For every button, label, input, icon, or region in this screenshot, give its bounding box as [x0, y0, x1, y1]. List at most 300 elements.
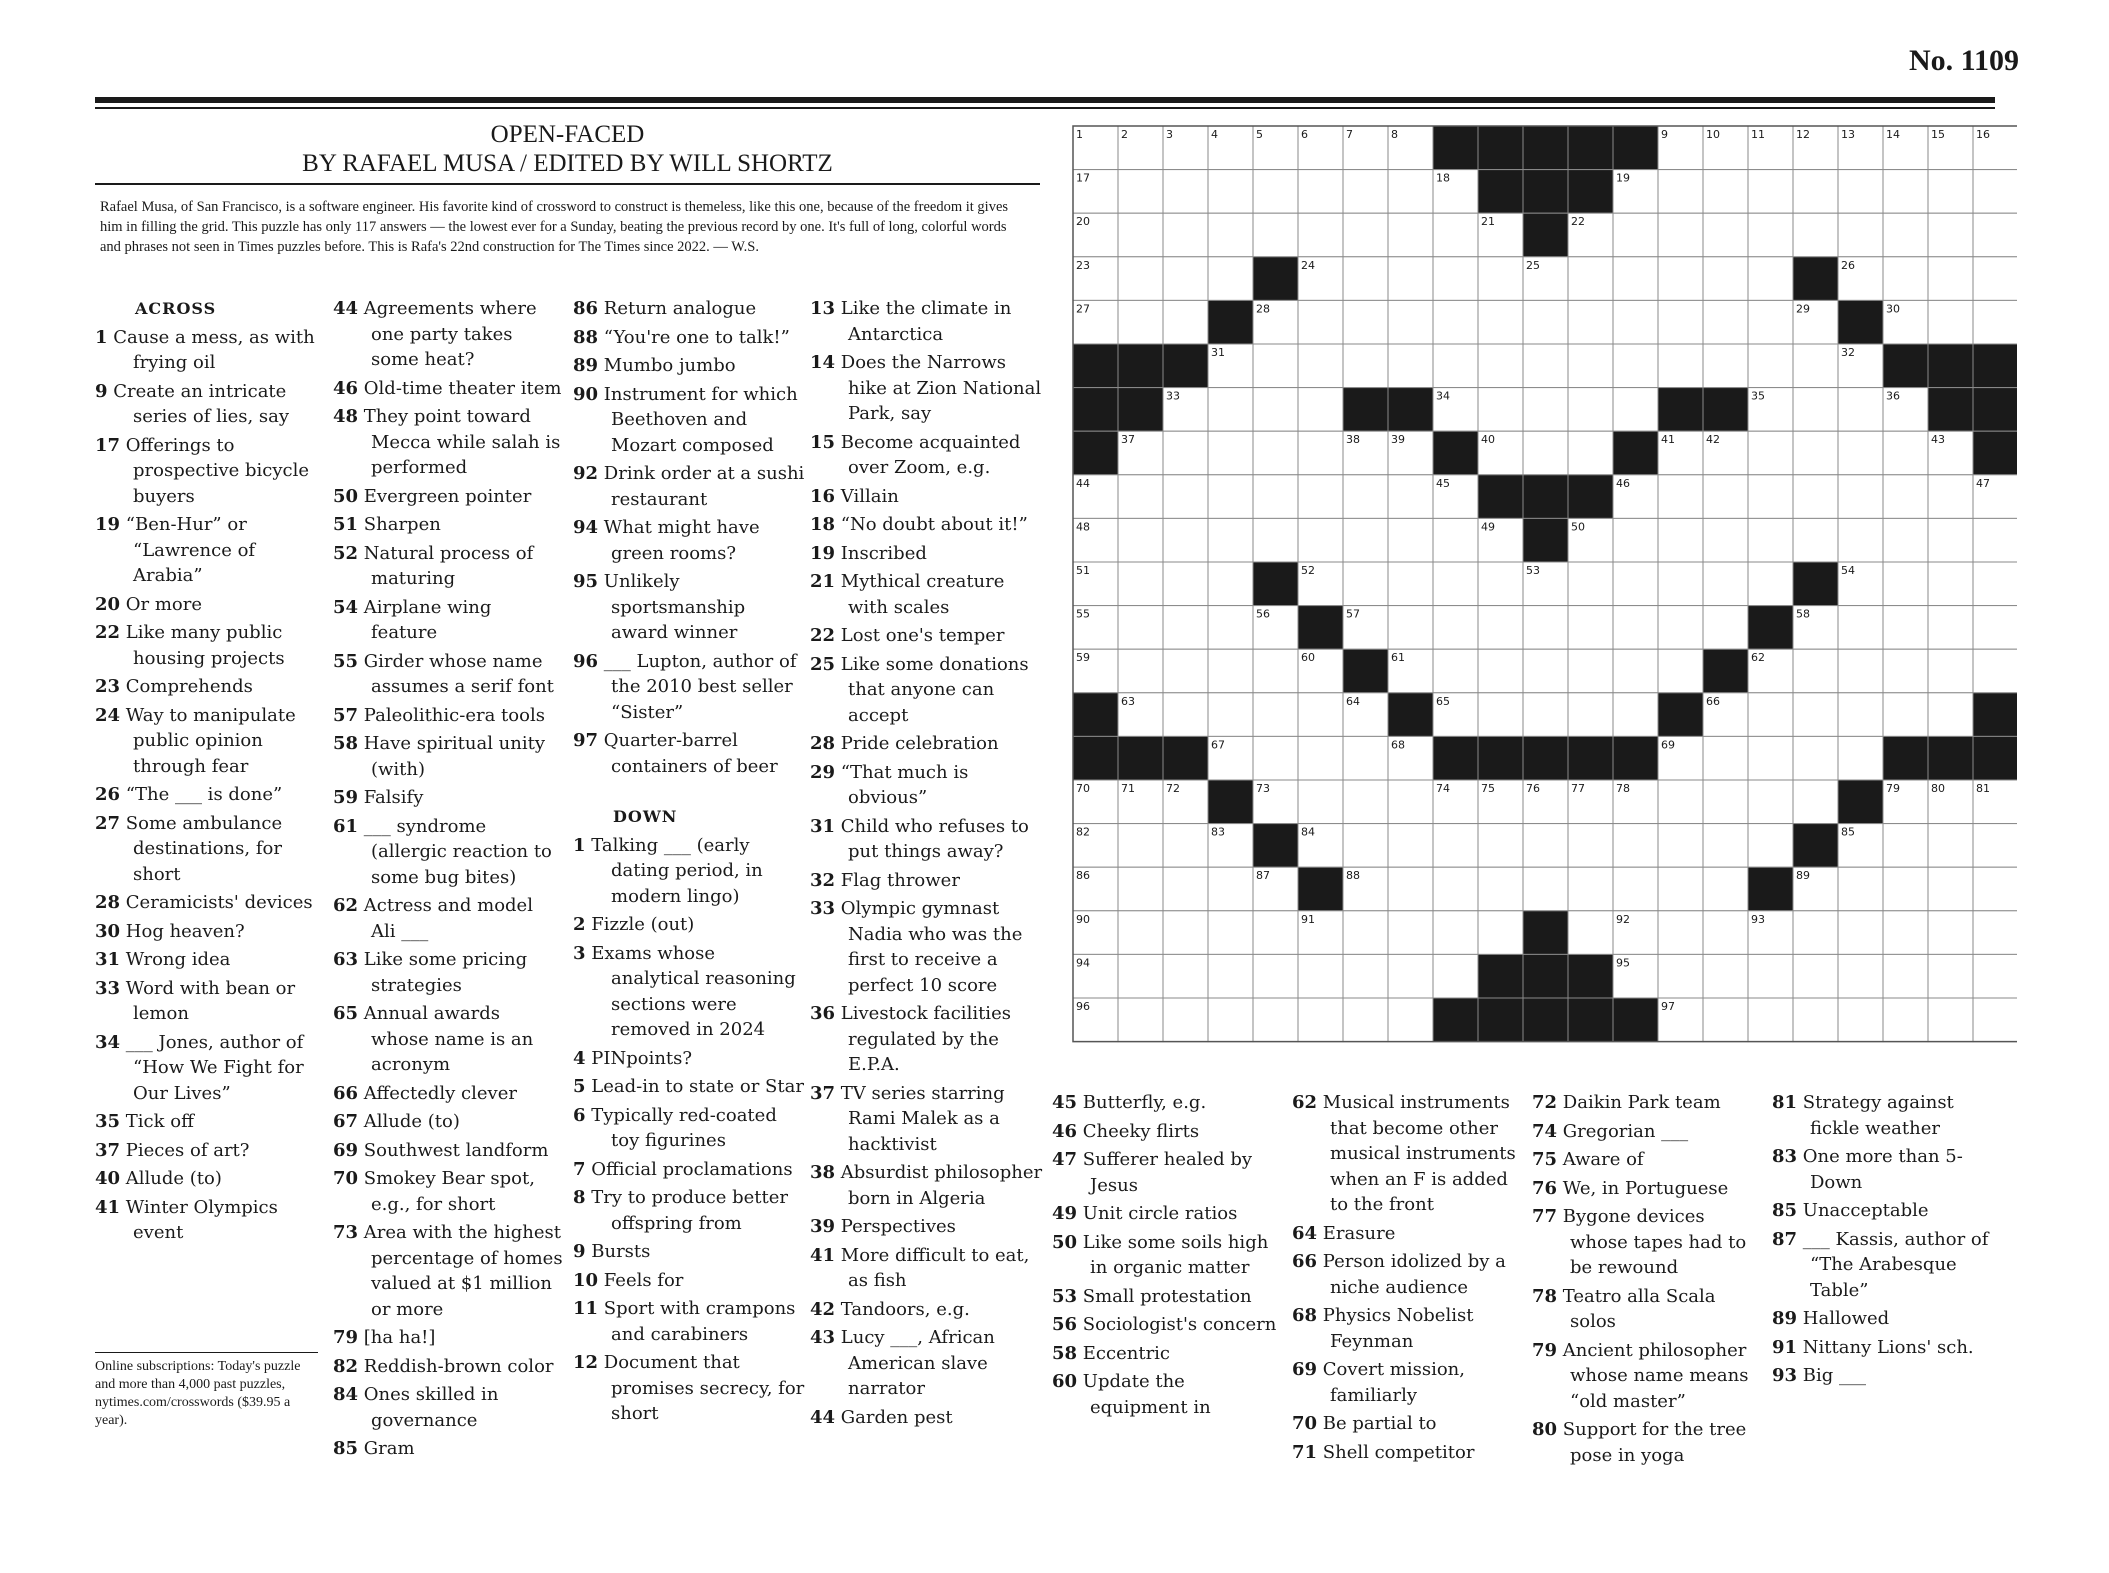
- grid-cell[interactable]: [1883, 911, 1928, 955]
- grid-cell[interactable]: [1973, 911, 2017, 955]
- grid-cell[interactable]: [1793, 475, 1838, 519]
- clue[interactable]: [95, 1030, 320, 1107]
- clue[interactable]: [810, 1405, 1043, 1431]
- grid-cell[interactable]: [1568, 562, 1613, 606]
- clue[interactable]: [1052, 1230, 1280, 1281]
- grid-cell[interactable]: [1253, 518, 1298, 562]
- clue[interactable]: [1772, 1198, 2000, 1224]
- clue[interactable]: [95, 811, 320, 888]
- clue[interactable]: [95, 1195, 320, 1246]
- grid-cell[interactable]: [1568, 388, 1613, 432]
- grid-cell[interactable]: [1748, 780, 1793, 824]
- grid-cell[interactable]: [1343, 736, 1388, 780]
- clue[interactable]: [333, 595, 563, 646]
- clue[interactable]: [810, 814, 1043, 865]
- grid-cell[interactable]: [1703, 300, 1748, 344]
- clue[interactable]: [573, 1157, 806, 1183]
- grid-cell[interactable]: [1658, 824, 1703, 868]
- grid-cell[interactable]: [1928, 867, 1973, 911]
- grid-cell[interactable]: [1748, 344, 1793, 388]
- grid-cell[interactable]: [1118, 649, 1163, 693]
- grid-cell[interactable]: [1343, 257, 1388, 301]
- grid-cell[interactable]: [1793, 954, 1838, 998]
- grid-cell[interactable]: [1658, 300, 1703, 344]
- clue[interactable]: [333, 731, 563, 782]
- grid-cell[interactable]: [1253, 998, 1298, 1042]
- grid-cell[interactable]: [1793, 693, 1838, 737]
- grid-cell[interactable]: [1118, 606, 1163, 650]
- clue[interactable]: [573, 515, 806, 566]
- grid-cell[interactable]: [1343, 998, 1388, 1042]
- grid-cell[interactable]: [1208, 954, 1253, 998]
- clue[interactable]: [1052, 1147, 1280, 1198]
- grid-cell[interactable]: [1208, 649, 1253, 693]
- clue[interactable]: [810, 350, 1043, 427]
- grid-cell[interactable]: [1118, 562, 1163, 606]
- grid-cell[interactable]: [1163, 300, 1208, 344]
- grid-cell[interactable]: [1703, 998, 1748, 1042]
- clue[interactable]: [810, 1297, 1043, 1323]
- grid-cell[interactable]: [1658, 475, 1703, 519]
- grid-cell[interactable]: [1838, 606, 1883, 650]
- grid-cell[interactable]: [1163, 867, 1208, 911]
- grid-cell[interactable]: [1838, 213, 1883, 257]
- grid-cell[interactable]: [1523, 431, 1568, 475]
- grid-cell[interactable]: [1658, 606, 1703, 650]
- grid-cell[interactable]: [1613, 867, 1658, 911]
- grid-cell[interactable]: [1163, 649, 1208, 693]
- clue[interactable]: [95, 703, 320, 780]
- grid-cell[interactable]: [1523, 300, 1568, 344]
- clue[interactable]: [573, 1239, 806, 1265]
- grid-cell[interactable]: [1163, 213, 1208, 257]
- clue[interactable]: [810, 1325, 1043, 1402]
- grid-cell[interactable]: [1118, 257, 1163, 301]
- grid-cell[interactable]: [1298, 780, 1343, 824]
- clue[interactable]: [1532, 1417, 1760, 1468]
- grid-cell[interactable]: [1928, 911, 1973, 955]
- grid-cell[interactable]: [1208, 867, 1253, 911]
- clue[interactable]: [573, 912, 806, 938]
- clue[interactable]: [573, 833, 806, 910]
- grid-cell[interactable]: [1388, 824, 1433, 868]
- grid-cell[interactable]: [1973, 867, 2017, 911]
- grid-cell[interactable]: [1703, 780, 1748, 824]
- grid-cell[interactable]: [1343, 170, 1388, 214]
- grid-cell[interactable]: [1208, 475, 1253, 519]
- clue[interactable]: [573, 569, 806, 646]
- grid-cell[interactable]: [1568, 911, 1613, 955]
- clue[interactable]: [333, 1382, 563, 1433]
- grid-cell[interactable]: [1703, 606, 1748, 650]
- grid-cell[interactable]: [1748, 954, 1793, 998]
- clue[interactable]: [1052, 1312, 1280, 1338]
- grid-cell[interactable]: [1568, 867, 1613, 911]
- grid-cell[interactable]: [1433, 344, 1478, 388]
- clue[interactable]: [95, 512, 320, 589]
- grid-cell[interactable]: [1883, 170, 1928, 214]
- clue[interactable]: [573, 1103, 806, 1154]
- grid-cell[interactable]: [1298, 213, 1343, 257]
- grid-cell[interactable]: [1343, 300, 1388, 344]
- grid-cell[interactable]: [1793, 518, 1838, 562]
- grid-cell[interactable]: [1433, 518, 1478, 562]
- grid-cell[interactable]: [1613, 213, 1658, 257]
- grid-cell[interactable]: [1208, 431, 1253, 475]
- clue[interactable]: [573, 728, 806, 779]
- clue[interactable]: [573, 1185, 806, 1236]
- clue[interactable]: [1052, 1341, 1280, 1367]
- grid-cell[interactable]: [1883, 213, 1928, 257]
- grid-cell[interactable]: [1658, 649, 1703, 693]
- grid-cell[interactable]: [1703, 170, 1748, 214]
- grid-cell[interactable]: [1703, 344, 1748, 388]
- grid-cell[interactable]: [1793, 170, 1838, 214]
- clue[interactable]: [333, 814, 563, 891]
- grid-cell[interactable]: [1478, 911, 1523, 955]
- clue[interactable]: [1052, 1119, 1280, 1145]
- clue[interactable]: [573, 1296, 806, 1347]
- grid-cell[interactable]: [1883, 518, 1928, 562]
- clue[interactable]: [810, 896, 1043, 998]
- grid-cell[interactable]: [1523, 344, 1568, 388]
- grid-cell[interactable]: [1658, 518, 1703, 562]
- grid-cell[interactable]: [1118, 911, 1163, 955]
- grid-cell[interactable]: [1658, 780, 1703, 824]
- clue[interactable]: [573, 1268, 806, 1294]
- grid-cell[interactable]: [1388, 475, 1433, 519]
- clue[interactable]: [95, 674, 320, 700]
- grid-cell[interactable]: [1928, 518, 1973, 562]
- grid-cell[interactable]: [1478, 867, 1523, 911]
- grid-cell[interactable]: [1793, 998, 1838, 1042]
- clue[interactable]: [1052, 1090, 1280, 1116]
- grid-cell[interactable]: [1388, 998, 1433, 1042]
- grid-cell[interactable]: [1163, 170, 1208, 214]
- grid-cell[interactable]: [1208, 257, 1253, 301]
- grid-cell[interactable]: [1163, 954, 1208, 998]
- grid-cell[interactable]: [1928, 649, 1973, 693]
- grid-cell[interactable]: [1253, 475, 1298, 519]
- grid-cell[interactable]: [1658, 911, 1703, 955]
- clue[interactable]: [1052, 1284, 1280, 1310]
- grid-cell[interactable]: [1343, 954, 1388, 998]
- grid-cell[interactable]: [1883, 431, 1928, 475]
- clue[interactable]: [810, 512, 1043, 538]
- grid-cell[interactable]: [1388, 213, 1433, 257]
- grid-cell[interactable]: [1838, 911, 1883, 955]
- grid-cell[interactable]: [1388, 518, 1433, 562]
- clue[interactable]: [333, 1138, 563, 1164]
- clue[interactable]: [573, 1046, 806, 1072]
- grid-cell[interactable]: [1838, 475, 1883, 519]
- grid-cell[interactable]: [1568, 649, 1613, 693]
- grid-cell[interactable]: [1883, 954, 1928, 998]
- clue[interactable]: [95, 620, 320, 671]
- grid-cell[interactable]: [1568, 300, 1613, 344]
- grid-cell[interactable]: [1298, 736, 1343, 780]
- grid-cell[interactable]: [1703, 475, 1748, 519]
- clue[interactable]: [1532, 1204, 1760, 1281]
- grid-cell[interactable]: [1568, 257, 1613, 301]
- clue[interactable]: [810, 868, 1043, 894]
- clue[interactable]: [810, 731, 1043, 757]
- clue[interactable]: [333, 1325, 563, 1351]
- grid-cell[interactable]: [1298, 693, 1343, 737]
- grid-cell[interactable]: [1613, 388, 1658, 432]
- grid-cell[interactable]: [1118, 954, 1163, 998]
- grid-cell[interactable]: [1748, 257, 1793, 301]
- grid-cell[interactable]: [1613, 606, 1658, 650]
- grid-cell[interactable]: [1838, 518, 1883, 562]
- clue[interactable]: [95, 919, 320, 945]
- grid-cell[interactable]: [1658, 257, 1703, 301]
- clue[interactable]: [95, 782, 320, 808]
- clue[interactable]: [333, 541, 563, 592]
- grid-cell[interactable]: [1928, 562, 1973, 606]
- grid-cell[interactable]: [1523, 649, 1568, 693]
- grid-cell[interactable]: [1478, 300, 1523, 344]
- grid-cell[interactable]: [1883, 475, 1928, 519]
- clue[interactable]: [1292, 1221, 1520, 1247]
- clue[interactable]: [573, 649, 806, 726]
- grid-cell[interactable]: [1343, 344, 1388, 388]
- grid-cell[interactable]: [1928, 257, 1973, 301]
- grid-cell[interactable]: [1163, 257, 1208, 301]
- clue[interactable]: [1292, 1411, 1520, 1437]
- clue[interactable]: [95, 947, 320, 973]
- grid-cell[interactable]: [1118, 867, 1163, 911]
- grid-cell[interactable]: [1163, 562, 1208, 606]
- grid-cell[interactable]: [1973, 562, 2017, 606]
- grid-cell[interactable]: [1253, 170, 1298, 214]
- clue[interactable]: [95, 890, 320, 916]
- grid-cell[interactable]: [1118, 998, 1163, 1042]
- grid-cell[interactable]: [1658, 213, 1703, 257]
- grid-cell[interactable]: [1298, 344, 1343, 388]
- grid-cell[interactable]: [1973, 257, 2017, 301]
- grid-cell[interactable]: [1253, 649, 1298, 693]
- grid-cell[interactable]: [1343, 475, 1388, 519]
- clue[interactable]: [810, 1243, 1043, 1294]
- grid-cell[interactable]: [1253, 344, 1298, 388]
- grid-cell[interactable]: [1208, 170, 1253, 214]
- clue[interactable]: [1292, 1249, 1520, 1300]
- clue[interactable]: [333, 1220, 563, 1322]
- clue[interactable]: [95, 325, 320, 376]
- grid-cell[interactable]: [1748, 431, 1793, 475]
- grid-cell[interactable]: [1163, 475, 1208, 519]
- grid-cell[interactable]: [1433, 213, 1478, 257]
- grid-cell[interactable]: [1793, 388, 1838, 432]
- grid-cell[interactable]: [1118, 518, 1163, 562]
- grid-cell[interactable]: [1388, 911, 1433, 955]
- clue[interactable]: [810, 623, 1043, 649]
- grid-cell[interactable]: [1838, 954, 1883, 998]
- clue[interactable]: [573, 1074, 806, 1100]
- grid-cell[interactable]: [1703, 257, 1748, 301]
- grid-cell[interactable]: [1703, 867, 1748, 911]
- grid-cell[interactable]: [1388, 867, 1433, 911]
- grid-cell[interactable]: [1793, 344, 1838, 388]
- grid-cell[interactable]: [1568, 824, 1613, 868]
- grid-cell[interactable]: [1658, 562, 1703, 606]
- grid-cell[interactable]: [1748, 824, 1793, 868]
- grid-cell[interactable]: [1253, 736, 1298, 780]
- grid-cell[interactable]: [1478, 649, 1523, 693]
- grid-cell[interactable]: [1703, 518, 1748, 562]
- clue[interactable]: [1772, 1335, 2000, 1361]
- grid-cell[interactable]: [1478, 257, 1523, 301]
- grid-cell[interactable]: [1928, 954, 1973, 998]
- grid-cell[interactable]: [1928, 170, 1973, 214]
- grid-cell[interactable]: [1973, 824, 2017, 868]
- grid-cell[interactable]: [1433, 300, 1478, 344]
- clue[interactable]: [333, 1166, 563, 1217]
- grid-cell[interactable]: [1973, 170, 2017, 214]
- clue[interactable]: [810, 652, 1043, 729]
- grid-cell[interactable]: [1838, 998, 1883, 1042]
- clue[interactable]: [1292, 1440, 1520, 1466]
- crossword-grid[interactable]: [1072, 125, 2017, 1043]
- grid-cell[interactable]: [1163, 824, 1208, 868]
- grid-cell[interactable]: [1433, 257, 1478, 301]
- grid-cell[interactable]: [1568, 431, 1613, 475]
- grid-cell[interactable]: [1343, 780, 1388, 824]
- grid-cell[interactable]: [1928, 475, 1973, 519]
- grid-cell[interactable]: [1748, 998, 1793, 1042]
- grid-cell[interactable]: [1613, 257, 1658, 301]
- clue[interactable]: [333, 376, 563, 402]
- clue[interactable]: [810, 1214, 1043, 1240]
- grid-cell[interactable]: [1928, 824, 1973, 868]
- clue[interactable]: [333, 1081, 563, 1107]
- grid-cell[interactable]: [1793, 213, 1838, 257]
- grid-cell[interactable]: [1433, 911, 1478, 955]
- grid-cell[interactable]: [1748, 562, 1793, 606]
- grid-cell[interactable]: [1973, 606, 2017, 650]
- grid-cell[interactable]: [1748, 213, 1793, 257]
- clue[interactable]: [333, 649, 563, 700]
- grid-cell[interactable]: [1343, 518, 1388, 562]
- grid-cell[interactable]: [1883, 867, 1928, 911]
- clue[interactable]: [1532, 1090, 1760, 1116]
- clue[interactable]: [1532, 1338, 1760, 1415]
- grid-cell[interactable]: [1838, 736, 1883, 780]
- clue[interactable]: [1772, 1363, 2000, 1389]
- grid-cell[interactable]: [1433, 954, 1478, 998]
- grid-cell[interactable]: [1928, 300, 1973, 344]
- clue[interactable]: [810, 1160, 1043, 1211]
- grid-cell[interactable]: [1703, 911, 1748, 955]
- grid-cell[interactable]: [1973, 954, 2017, 998]
- grid-cell[interactable]: [1388, 606, 1433, 650]
- clue[interactable]: [95, 592, 320, 618]
- clue[interactable]: [1532, 1176, 1760, 1202]
- grid-cell[interactable]: [1523, 606, 1568, 650]
- clue[interactable]: [573, 382, 806, 459]
- grid-cell[interactable]: [1703, 562, 1748, 606]
- grid-cell[interactable]: [1478, 693, 1523, 737]
- grid-cell[interactable]: [1208, 518, 1253, 562]
- grid-cell[interactable]: [1298, 431, 1343, 475]
- grid-cell[interactable]: [1163, 431, 1208, 475]
- clue[interactable]: [333, 785, 563, 811]
- grid-cell[interactable]: [1343, 562, 1388, 606]
- clue[interactable]: [1292, 1357, 1520, 1408]
- grid-cell[interactable]: [1838, 867, 1883, 911]
- grid-cell[interactable]: [1928, 693, 1973, 737]
- grid-cell[interactable]: [1748, 300, 1793, 344]
- clue[interactable]: [810, 760, 1043, 811]
- clue[interactable]: [573, 461, 806, 512]
- grid-cell[interactable]: [1253, 431, 1298, 475]
- grid-cell[interactable]: [1118, 475, 1163, 519]
- grid-cell[interactable]: [1838, 388, 1883, 432]
- grid-cell[interactable]: [1433, 562, 1478, 606]
- clue[interactable]: [95, 433, 320, 510]
- grid-cell[interactable]: [1523, 388, 1568, 432]
- grid-cell[interactable]: [1343, 824, 1388, 868]
- clue[interactable]: [1052, 1369, 1280, 1420]
- grid-cell[interactable]: [1118, 213, 1163, 257]
- grid-cell[interactable]: [1388, 257, 1433, 301]
- grid-cell[interactable]: [1388, 300, 1433, 344]
- grid-cell[interactable]: [1883, 824, 1928, 868]
- grid-cell[interactable]: [1433, 867, 1478, 911]
- grid-cell[interactable]: [1253, 388, 1298, 432]
- clue[interactable]: [95, 1109, 320, 1135]
- grid-cell[interactable]: [1253, 213, 1298, 257]
- clue[interactable]: [333, 1354, 563, 1380]
- grid-cell[interactable]: [1973, 300, 2017, 344]
- grid-cell[interactable]: [1748, 693, 1793, 737]
- grid-cell[interactable]: [1478, 344, 1523, 388]
- grid-cell[interactable]: [1838, 170, 1883, 214]
- grid-cell[interactable]: [1658, 344, 1703, 388]
- clue[interactable]: [573, 325, 806, 351]
- grid-cell[interactable]: [1523, 867, 1568, 911]
- grid-cell[interactable]: [1658, 170, 1703, 214]
- grid-cell[interactable]: [1838, 431, 1883, 475]
- grid-cell[interactable]: [1973, 998, 2017, 1042]
- grid-cell[interactable]: [1388, 344, 1433, 388]
- grid-cell[interactable]: [1703, 736, 1748, 780]
- grid-cell[interactable]: [1253, 911, 1298, 955]
- clue[interactable]: [573, 1350, 806, 1427]
- grid-cell[interactable]: [1523, 824, 1568, 868]
- grid-cell[interactable]: [1883, 998, 1928, 1042]
- grid-cell[interactable]: [1928, 606, 1973, 650]
- grid-cell[interactable]: [1883, 693, 1928, 737]
- grid-cell[interactable]: [1388, 954, 1433, 998]
- clue[interactable]: [333, 893, 563, 944]
- grid-cell[interactable]: [1433, 824, 1478, 868]
- grid-cell[interactable]: [1298, 300, 1343, 344]
- grid-cell[interactable]: [1613, 344, 1658, 388]
- clue[interactable]: [573, 353, 806, 379]
- grid-cell[interactable]: [1478, 606, 1523, 650]
- grid-cell[interactable]: [1793, 431, 1838, 475]
- clue[interactable]: [333, 703, 563, 729]
- grid-cell[interactable]: [1208, 998, 1253, 1042]
- grid-cell[interactable]: [1253, 693, 1298, 737]
- grid-cell[interactable]: [1613, 693, 1658, 737]
- grid-cell[interactable]: [1388, 562, 1433, 606]
- clue[interactable]: [810, 1001, 1043, 1078]
- grid-cell[interactable]: [1658, 954, 1703, 998]
- clue[interactable]: [573, 296, 806, 322]
